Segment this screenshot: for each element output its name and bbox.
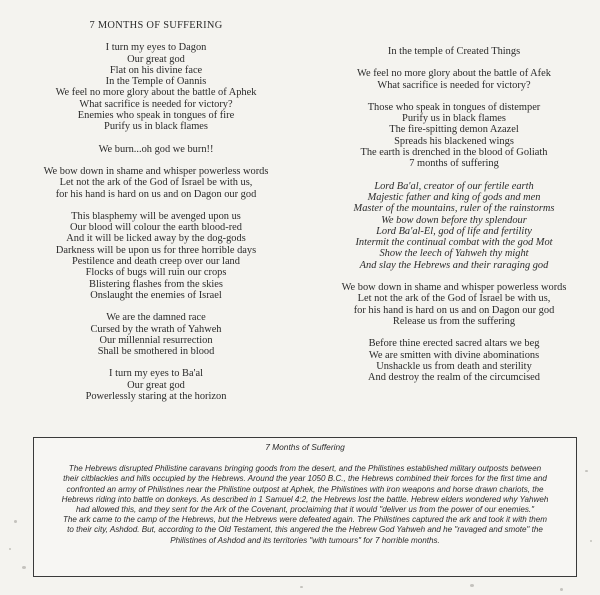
- right-stanzas: [312, 46, 596, 383]
- lyric-line: I turn my eyes to Ba'al: [109, 368, 203, 380]
- lyric-line: 7 months of suffering: [409, 158, 499, 170]
- lyric-line: Lord Ba'al, creator of our fertile earth: [374, 180, 534, 192]
- lyric-line: Powerlessly staring at the horizon: [85, 391, 227, 403]
- lyric-line: Purify us in black flames: [104, 121, 208, 133]
- lyric-line: The earth is drenched in the blood of Goliath: [360, 147, 548, 159]
- lyric-line: In the temple of Created Things: [387, 46, 521, 57]
- lyric-line: And destroy the realm of the circumcised: [368, 372, 540, 384]
- paper-speck: [14, 520, 17, 523]
- lyric-line: Unshackle us from death and sterility: [376, 360, 532, 372]
- lyrics-right-column: [312, 46, 596, 394]
- lyric-line: We feel no more glory about the battle of Aphek: [55, 87, 257, 99]
- lyric-line: Our great god: [127, 379, 185, 391]
- paper-speck: [590, 540, 592, 542]
- lyric-line: Flat on his divine face: [109, 64, 203, 76]
- lyric-line: Pestilence and death creep over our land: [72, 256, 240, 268]
- lyric-line: Before thine erected sacred altars we beg: [368, 338, 540, 350]
- lyric-line: Onslaught the enemies of Israel: [90, 289, 222, 301]
- paper-speck: [585, 470, 588, 472]
- lyric-line: We bow down in shame and whisper powerless words: [341, 282, 567, 294]
- lyric-line: We feel no more glory about the battle of Afek: [357, 68, 551, 80]
- lyric-line: And it will be licked away by the dog-gods: [66, 233, 246, 245]
- paper-speck: [470, 584, 474, 587]
- lyric-line: What sacrifice is needed for victory?: [79, 98, 233, 110]
- paper-speck: [9, 548, 11, 550]
- liner-notes-title: 7 Months of Suffering: [265, 442, 345, 452]
- lyric-line: Our millennial resurrection: [99, 334, 213, 346]
- song-title: 7 MONTHS OF SUFFERING: [89, 20, 223, 31]
- lyric-line: Our blood will colour the earth blood-red: [70, 222, 242, 234]
- lyric-line: Master of the mountains, ruler of the rainstorms: [353, 203, 555, 215]
- lyric-line: Let not the ark of the God of Israel be with us,: [357, 293, 551, 305]
- lyric-line: In the Temple of Oannis: [105, 76, 207, 88]
- lyric-stanza: [8, 144, 304, 155]
- lyric-line: Intermit the continual combat with the god Mot: [355, 237, 553, 249]
- lyric-line: And slay the Hebrews and their raraging god: [359, 259, 549, 271]
- lyric-line: We bow down before thy splendour: [381, 214, 527, 226]
- lyric-line: Spreads his blackened wings: [394, 135, 514, 147]
- liner-notes-line: confronted an army of Philistines near the Philistine outpost at Aphek, the Philistines with iron weapons and horse drawn chariots, the: [66, 484, 544, 494]
- lyric-line: Purify us in black flames: [402, 113, 506, 125]
- liner-notes-line: their citblackies and hills occupied by the Hebrews. Around the year 1050 B.C., the Hebrews combined their forces for the first time and: [63, 474, 547, 484]
- paper-speck: [300, 586, 303, 588]
- lyric-line: We burn...oh god we burn!!: [98, 143, 214, 155]
- lyric-line: We bow down in shame and whisper powerless words: [43, 165, 269, 177]
- lyric-stanza: [8, 166, 304, 200]
- lyric-line: Enemies who speak in tongues of fire: [77, 110, 235, 122]
- lyric-line: We are the damned race: [106, 312, 206, 324]
- lyric-line: for his hand is hard on us and on Dagon our god: [55, 188, 257, 200]
- lyric-stanza: [312, 282, 596, 327]
- prayer-stanza: [312, 181, 596, 271]
- lyric-stanza: [312, 46, 596, 57]
- lyric-line: Show the leech of Yahweh thy might: [379, 248, 529, 260]
- lyric-line: Let not the ark of the God of Israel be with us,: [59, 177, 253, 189]
- liner-notes-text: [42, 464, 568, 546]
- lyrics-left-column: [8, 20, 304, 413]
- lyric-line: Cursed by the wrath of Yahweh: [90, 323, 222, 335]
- lyric-stanza: [312, 102, 596, 170]
- lyric-line: Majestic father and king of gods and men: [367, 191, 541, 203]
- lyric-stanza: [8, 368, 304, 402]
- liner-notes-line: had allowed this, and they sent for the Ark of the Covenant, proclaiming that it would "deliver us from the power of our enemies.": [75, 505, 535, 515]
- paper-speck: [22, 566, 26, 569]
- lyric-line: The fire-spitting demon Azazel: [389, 124, 519, 136]
- lyric-line: Blistering flashes from the skies: [89, 278, 223, 290]
- lyric-line: Our great god: [127, 53, 185, 65]
- lyric-stanza: [312, 68, 596, 91]
- paper-speck: [560, 588, 563, 591]
- lyric-line: I turn my eyes to Dagon: [105, 42, 207, 54]
- liner-notes-line: Hebrews riding into battle on donkeys. As described in 1 Samuel 4:2, the Hebrews lost the battle. Hebrew elders wondered why Yahweh: [61, 494, 549, 504]
- lyric-line: This blasphemy will be avenged upon us: [71, 210, 241, 222]
- lyric-stanza: [8, 312, 304, 357]
- lyric-line: Release us from the suffering: [392, 315, 516, 327]
- lyric-stanza: [8, 211, 304, 301]
- liner-notes-line: The ark came to the camp of the Hebrews, but the Hebrews were defeated again. The Philistines captured the ark and took it with them: [62, 515, 548, 525]
- liner-notes-line: Philistines of Ashdod and its territories "with tumours" for 7 horrible months.: [170, 535, 440, 545]
- liner-notes-box: [33, 437, 577, 577]
- lyric-line: Those who speak in tongues of distemper: [367, 101, 541, 113]
- liner-notes-line: The Hebrews disrupted Philistine caravans bringing goods from the desert, and the Philistines established military outposts between: [68, 464, 542, 474]
- lyric-line: We are smitten with divine abominations: [368, 349, 540, 361]
- lyric-line: What sacrifice is needed for victory?: [377, 79, 531, 91]
- lyric-line: Shall be smothered in blood: [97, 346, 215, 358]
- lyric-stanza: [8, 42, 304, 132]
- lyric-line: Darkness will be upon us for three horrible days: [55, 244, 257, 256]
- lyric-line: for his hand is hard on us and on Dagon our god: [353, 304, 555, 316]
- lyric-line: Lord Ba'al-El, god of life and fertility: [376, 225, 532, 237]
- lyric-stanza: [312, 338, 596, 383]
- lyric-line: Flocks of bugs will ruin our crops: [85, 267, 227, 279]
- left-stanzas: [8, 42, 304, 402]
- liner-notes-line: to their city, Ashdod. But, according to the Old Testament, this angered the the Hebrew God Yahweh and he "ravaged and smote" the: [67, 525, 543, 535]
